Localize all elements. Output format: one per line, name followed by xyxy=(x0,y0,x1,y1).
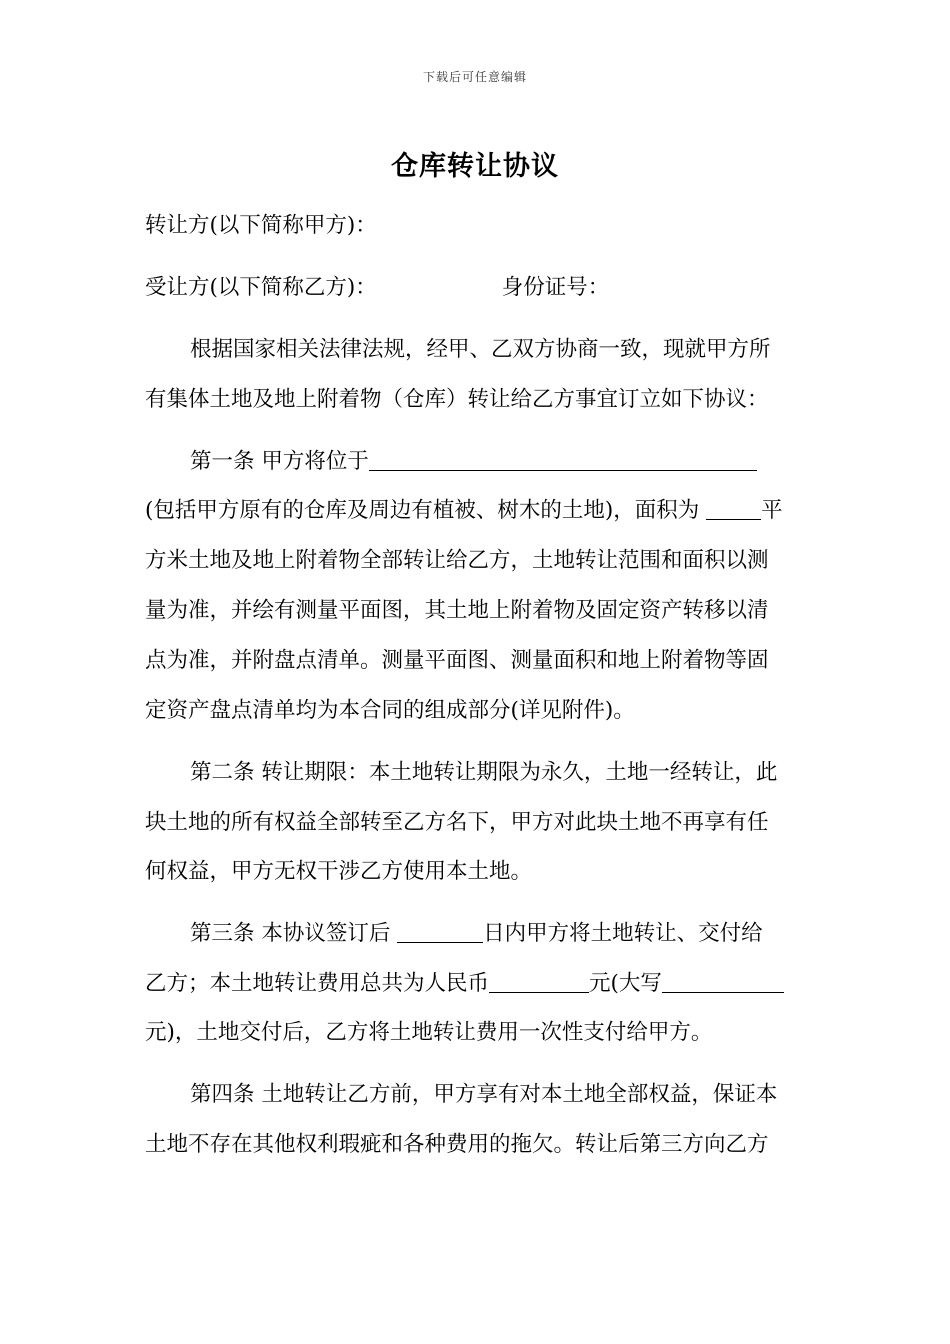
article1-line-2: (包括甲方原有的仓库及周边有植被、树木的土地)，面积为 平 xyxy=(145,498,783,523)
amount-in-words-blank[interactable] xyxy=(662,970,784,993)
article1-line-6: 定资产盘点清单均为本合同的组成部分(详见附件)。 xyxy=(145,698,635,723)
intro-line-2: 有集体土地及地上附着物（仓库）转让给乙方事宜订立如下协议： xyxy=(145,387,769,412)
area-blank[interactable] xyxy=(706,497,761,520)
article2-line-3: 何权益，甲方无权干涉乙方使用本土地。 xyxy=(145,859,533,884)
article2-line-2: 块土地的所有权益全部转至乙方名下，甲方对此块土地不再享有任 xyxy=(145,810,769,835)
article3-line-2: 乙方；本土地转让费用总共为人民币 元(大写 xyxy=(145,969,825,999)
id-number-label: 身份证号： xyxy=(501,275,610,300)
article3-line-3: 元)，土地交付后，乙方将土地转让费用一次性支付给甲方。 xyxy=(145,1020,713,1045)
article4-line-2: 土地不存在其他权利瑕疵和各种费用的拖欠。转让后第三方向乙方 xyxy=(145,1132,769,1157)
article1-line-1 xyxy=(190,447,870,477)
transferor-label: 转让方(以下简称甲方)： xyxy=(145,213,377,238)
transferee-label: 受让方(以下简称乙方)： xyxy=(145,275,377,300)
article1-line-3: 方米土地及地上附着物全部转让给乙方，土地转让范围和面积以测 xyxy=(145,548,769,573)
article4-line-1: 第四条 土地转让乙方前，甲方享有对本土地全部权益，保证本 xyxy=(190,1082,778,1107)
article1-line-4: 量为准，并绘有测量平面图，其土地上附着物及固定资产转移以清 xyxy=(145,598,769,623)
location-blank[interactable] xyxy=(369,448,757,471)
document-title: 仓库转让协议 xyxy=(391,151,559,182)
article1-line-5: 点为准，并附盘点清单。测量平面图、测量面积和地上附着物等固 xyxy=(145,648,769,673)
amount-blank[interactable] xyxy=(489,970,589,993)
header-note: 下载后可任意编辑 xyxy=(422,70,527,84)
article3-line-1: 第三条 本协议签订后 日内甲方将土地转让、交付给 xyxy=(190,921,763,946)
transferor-line xyxy=(145,211,825,241)
intro-line-1: 根据国家相关法律法规，经甲、乙双方协商一致，现就甲方所 xyxy=(190,337,771,362)
article2-line-1: 第二条 转让期限：本土地转让期限为永久，土地一经转让，此 xyxy=(190,760,778,785)
article1-heading: 第一条 甲方将位于 xyxy=(190,449,369,474)
days-blank[interactable] xyxy=(397,920,483,943)
transferee-line xyxy=(145,273,825,303)
